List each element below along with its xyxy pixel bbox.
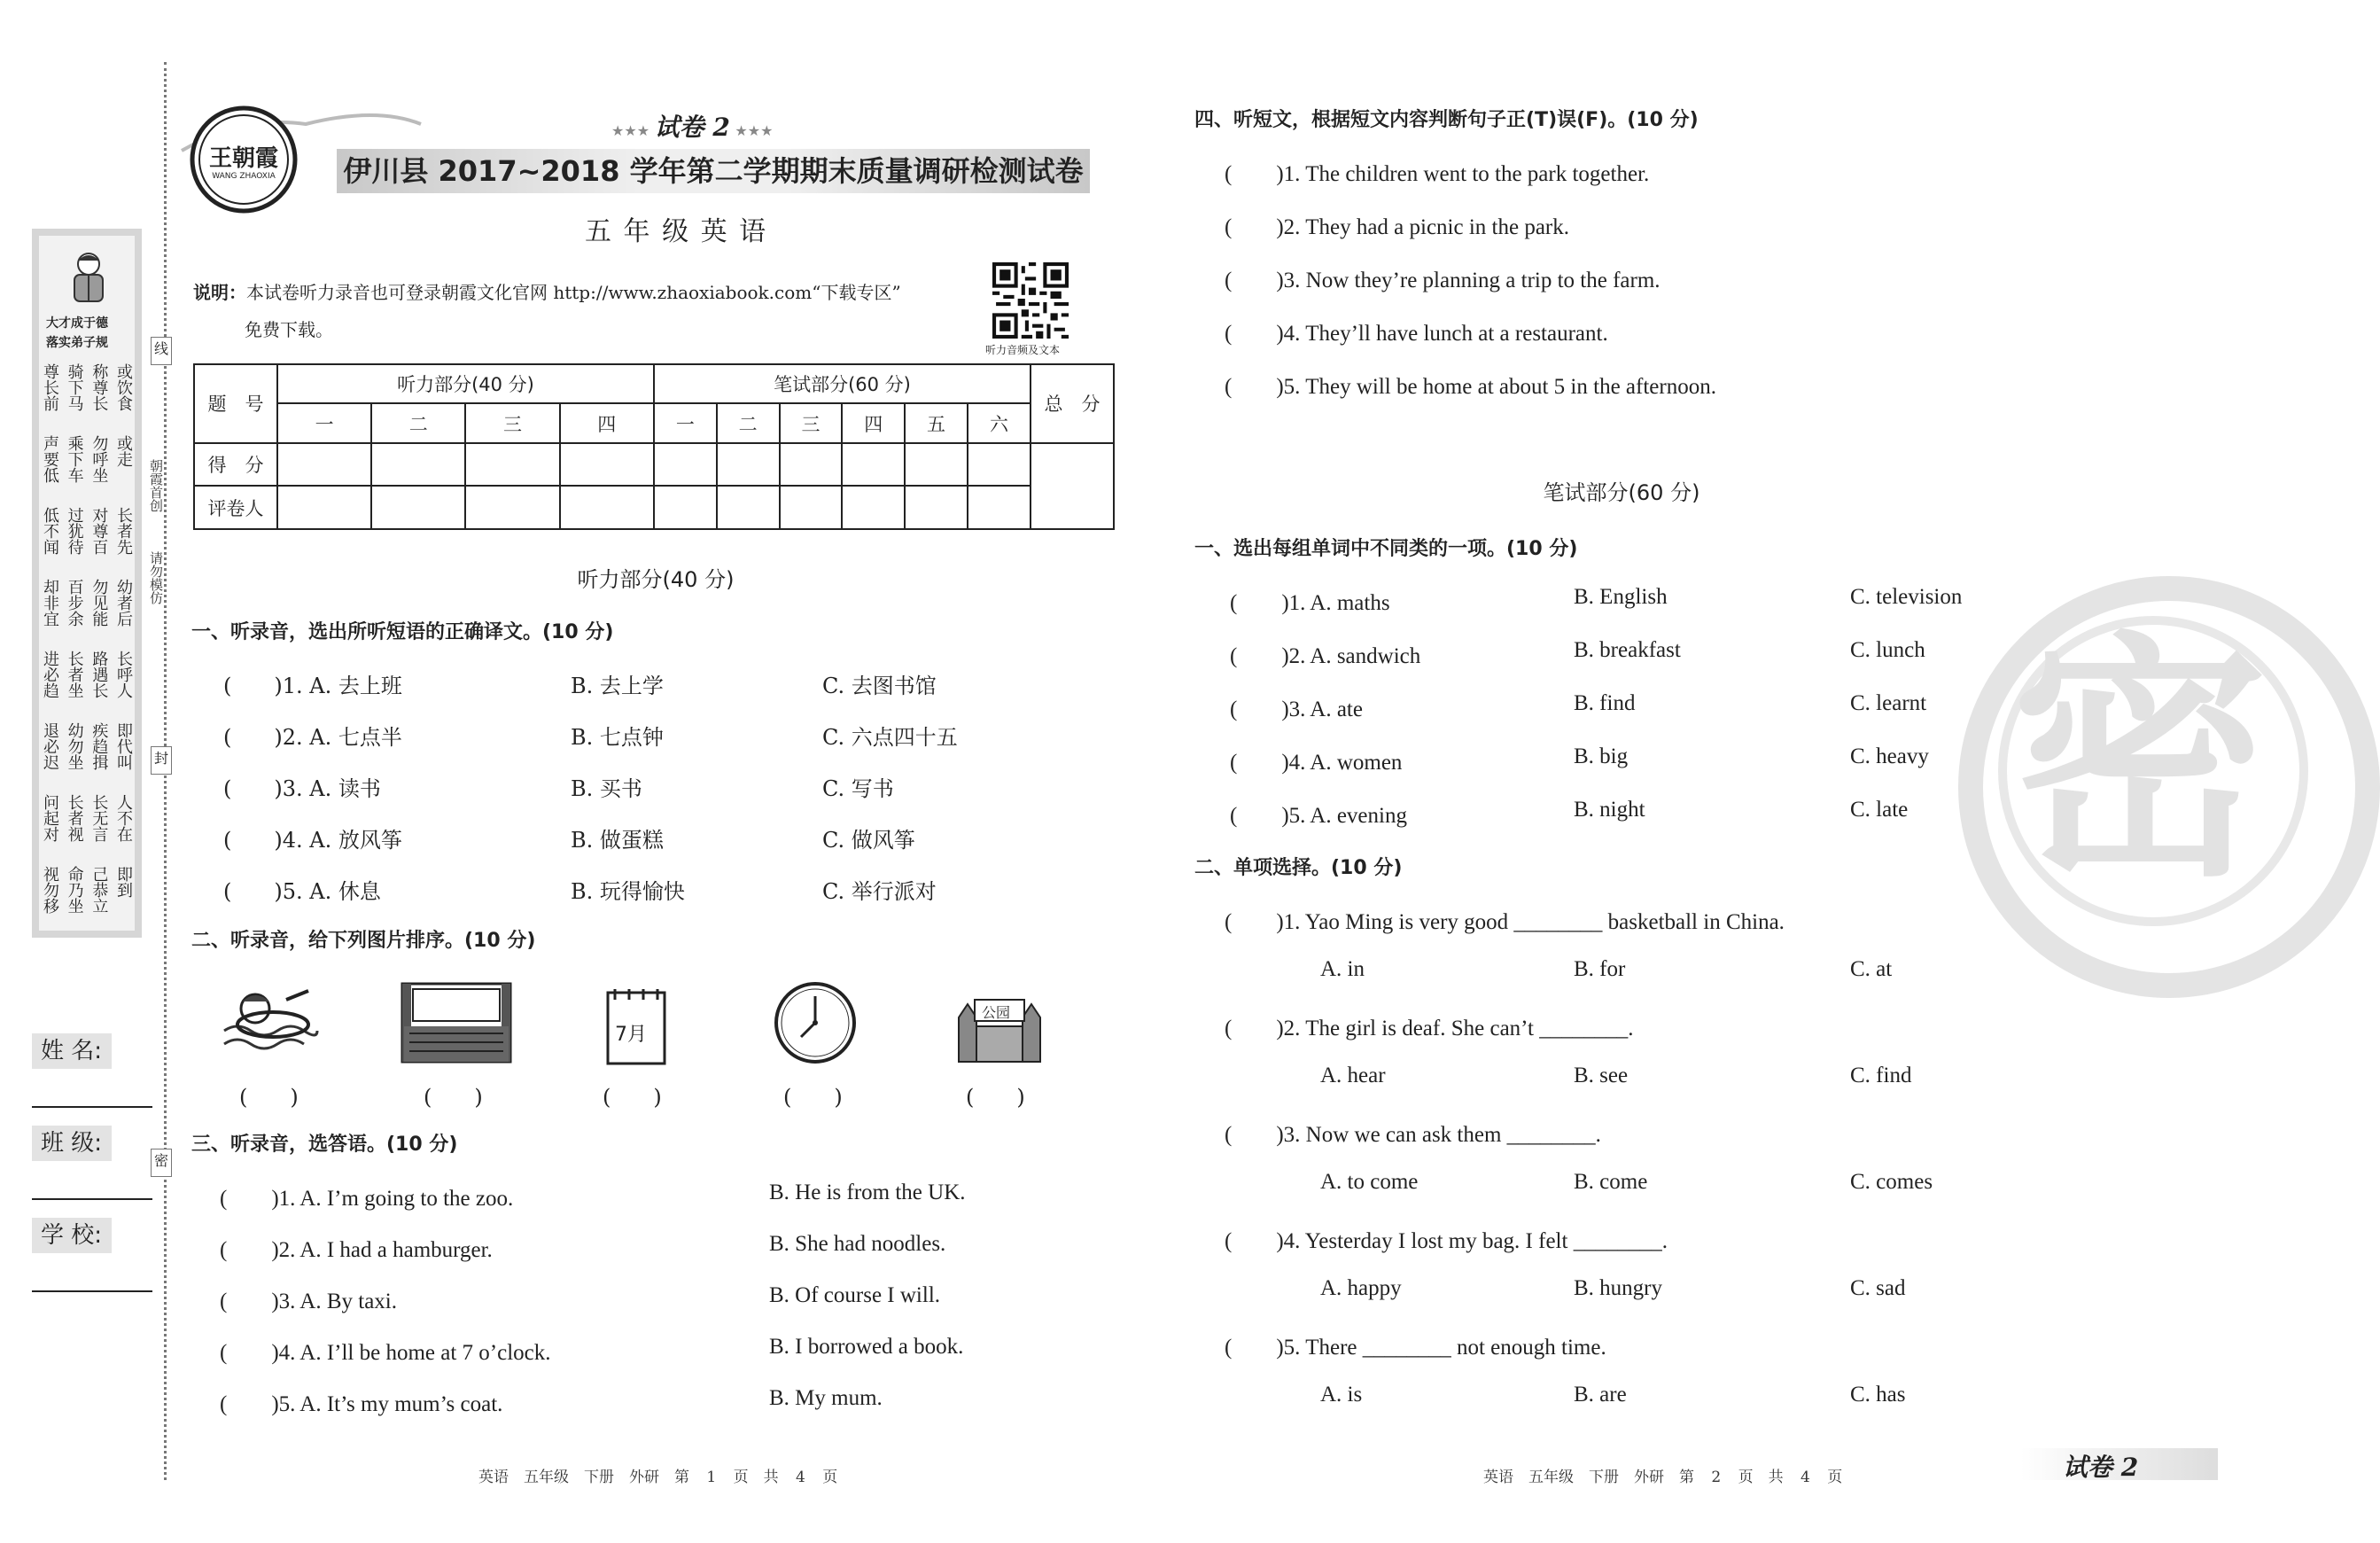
- calendar-icon: [603, 987, 670, 1069]
- pic-answer-1[interactable]: ( ): [239, 1085, 299, 1110]
- school-field[interactable]: [32, 1290, 152, 1292]
- l3-option-a[interactable]: ( )4. A. I’ll be home at 7 o’clock.: [220, 1341, 551, 1365]
- logo-text: 王朝霞: [208, 145, 278, 172]
- vertical-note-1: 朝霞首创: [148, 459, 164, 512]
- w1-option-a[interactable]: ( )5. A. evening: [1230, 804, 1407, 828]
- cell-l4: 四: [560, 403, 654, 442]
- w1-option-c[interactable]: C. television: [1850, 585, 1963, 609]
- l4-statement[interactable]: ( )2. They had a picnic in the park.: [1225, 215, 1570, 239]
- w2-option-c[interactable]: C. sad: [1850, 1276, 1906, 1300]
- park-icon: [950, 982, 1049, 1064]
- l3-option-a[interactable]: ( )5. A. It’s my mum’s coat.: [220, 1392, 503, 1416]
- cell-writing: 笔试部分(60 分): [654, 364, 1031, 403]
- w1-option-b[interactable]: B. night: [1574, 798, 1645, 822]
- cell-w4: 四: [842, 403, 905, 442]
- motto-phrase: 长者坐: [65, 651, 84, 698]
- w1-option-c[interactable]: C. heavy: [1850, 744, 1929, 768]
- motto-phrase: 即到: [113, 866, 133, 898]
- l1-option-a[interactable]: ( )5. A. 休息: [223, 879, 381, 904]
- motto-phrase: 长无言: [89, 794, 109, 842]
- cell-listening: 听力部分(40 分): [277, 364, 654, 403]
- l1-option-c[interactable]: C. 写书: [822, 776, 894, 801]
- l4-statement[interactable]: ( )5. They will be home at about 5 in the afternoon.: [1225, 375, 1716, 399]
- qr-caption: 听力音频及文本: [985, 344, 1061, 356]
- l3-option-b[interactable]: B. My mum.: [769, 1386, 883, 1410]
- w1-option-c[interactable]: C. lunch: [1850, 638, 1925, 662]
- l1-option-b[interactable]: B. 七点钟: [571, 725, 664, 750]
- l-s1-heading: 一、听录音，选出所听短语的正确译文。(10 分): [191, 621, 614, 643]
- motto-block: [41, 435, 133, 492]
- l4-statement[interactable]: ( )3. Now they’re planning a trip to the farm.: [1225, 269, 1661, 292]
- motto-phrase: 即代叫: [113, 722, 133, 770]
- cell-l2: 二: [371, 403, 465, 442]
- l1-option-c[interactable]: C. 做风筝: [822, 828, 915, 853]
- l3-option-b[interactable]: B. She had noodles.: [769, 1232, 946, 1256]
- motto-block: [41, 507, 133, 564]
- l3-option-b[interactable]: B. He is from the UK.: [769, 1181, 966, 1204]
- motto-phrase: 却非宜: [41, 579, 59, 627]
- calendar-label: 7月: [615, 1024, 647, 1046]
- footer-right: 英语 五年级 下册 外研 第 2 页 共 4 页: [1483, 1469, 1843, 1486]
- motto-phrase: 疾趋揖: [89, 722, 109, 770]
- w2-option-a[interactable]: A. happy: [1320, 1276, 1402, 1300]
- cell-l3: 三: [465, 403, 559, 442]
- class-field[interactable]: [32, 1198, 152, 1200]
- w2-option-c[interactable]: C. at: [1850, 957, 1893, 981]
- motto-phrase: 进必趋: [41, 651, 59, 698]
- motto-phrase: 尊长前: [41, 363, 59, 411]
- w2-option-a[interactable]: A. is: [1320, 1383, 1363, 1407]
- l1-option-a[interactable]: ( )3. A. 读书: [223, 776, 381, 801]
- motto-phrase: 路遇长: [89, 651, 109, 698]
- w2-question: ( )4. Yesterday I lost my bag. I felt ________.: [1225, 1229, 1668, 1253]
- cell-total: 总 分: [1031, 364, 1114, 443]
- w2-option-c[interactable]: C. has: [1850, 1383, 1906, 1407]
- class-label: 班 级:: [32, 1126, 112, 1161]
- w2-option-c[interactable]: C. comes: [1850, 1170, 1933, 1194]
- l1-option-c[interactable]: C. 六点四十五: [822, 725, 958, 750]
- motto-phrase: 己恭立: [89, 866, 109, 914]
- note-line: 说明：本试卷听力录音也可登录朝霞文化官网 http://www.zhaoxiabook.com“下载专区”: [193, 282, 901, 303]
- motto-phrase: 退必迟: [41, 722, 59, 770]
- motto-phrase: 视勿移: [41, 866, 59, 914]
- l1-option-c[interactable]: C. 举行派对: [822, 879, 937, 904]
- motto-phrase: 长呼人: [113, 651, 133, 698]
- motto-block: [41, 579, 133, 635]
- subject-title: 五 年 级 英 语: [585, 216, 768, 247]
- name-field[interactable]: [32, 1106, 152, 1108]
- motto-phrase: 或走: [113, 435, 133, 467]
- pic-answer-3[interactable]: ( ): [603, 1085, 662, 1110]
- pic-answer-5[interactable]: ( ): [966, 1085, 1025, 1110]
- seal-text: 密: [2011, 612, 2268, 911]
- logo-subtext: WANG ZHAOXIA: [212, 172, 276, 181]
- w2-option-b[interactable]: B. see: [1574, 1064, 1629, 1087]
- motto-phrase: 低不闻: [41, 507, 59, 555]
- motto-phrase: 称尊长: [89, 363, 109, 411]
- motto-phrase: 命乃坐: [65, 866, 84, 914]
- mark-feng: 封: [151, 746, 172, 775]
- l-s4-heading: 四、听短文，根据短文内容判断句子正(T)误(F)。(10 分): [1194, 109, 1699, 131]
- motto-columns: [41, 363, 133, 938]
- w1-option-a[interactable]: ( )2. A. sandwich: [1230, 644, 1421, 668]
- cell-w6: 六: [968, 403, 1031, 442]
- motto-block: [41, 794, 133, 851]
- vertical-note-2: 请勿模仿: [148, 551, 164, 604]
- motto-top: 大才成于德: [46, 316, 108, 331]
- l-s2-heading: 二、听录音，给下列图片排序。(10 分): [191, 930, 536, 952]
- motto-phrase: 问起对: [41, 794, 59, 842]
- l1-option-c[interactable]: C. 去图书馆: [822, 674, 937, 698]
- w2-option-b[interactable]: B. are: [1574, 1383, 1627, 1407]
- note-line-2: 免费下载。: [245, 319, 333, 340]
- w2-question: ( )1. Yao Ming is very good ________ basketball in China.: [1225, 910, 1785, 934]
- l1-option-a[interactable]: ( )4. A. 放风筝: [223, 828, 402, 853]
- w1-option-c[interactable]: C. learnt: [1850, 691, 1927, 715]
- cell-w3: 三: [780, 403, 843, 442]
- total-score-cell: [1031, 443, 1114, 529]
- listening-title: 听力部分(40 分): [577, 567, 735, 592]
- motto-phrase: 或饮食: [113, 363, 133, 411]
- w2-option-c[interactable]: C. find: [1850, 1064, 1912, 1087]
- cell-question: 题 号: [194, 364, 277, 443]
- mark-xian: 线: [151, 337, 172, 365]
- w-s2-heading: 二、单项选择。(10 分): [1194, 857, 1403, 879]
- mark-mi: 密: [151, 1149, 172, 1177]
- l1-option-b[interactable]: B. 玩得愉快: [571, 879, 685, 904]
- w1-option-a[interactable]: ( )3. A. ate: [1230, 697, 1363, 721]
- motto-phrase: 勿见能: [89, 579, 109, 627]
- motto-phrase: 乘下车: [65, 435, 84, 483]
- motto-phrase: 长者先: [113, 507, 133, 555]
- motto-phrase: 百步余: [65, 579, 84, 627]
- motto-block: [41, 363, 133, 420]
- swimming-boy-icon: [220, 982, 319, 1064]
- w2-option-a[interactable]: A. hear: [1320, 1064, 1386, 1087]
- child-figure-icon: [64, 248, 113, 310]
- motto-phrase: 对尊百: [89, 507, 109, 555]
- w1-option-c[interactable]: C. late: [1850, 798, 1909, 822]
- l-s3-heading: 三、听录音，选答语。(10 分): [191, 1134, 458, 1156]
- cell-w1: 一: [654, 403, 717, 442]
- l3-option-b[interactable]: B. I borrowed a book.: [769, 1335, 964, 1359]
- motto-phrase: 声要低: [41, 435, 59, 483]
- exam-title: 伊川县 2017~2018 学年第二学期期末质量调研检测试卷: [337, 149, 1090, 193]
- motto-block: [41, 866, 133, 923]
- qr-code-icon[interactable]: [992, 262, 1069, 339]
- writing-title: 笔试部分(60 分): [1543, 480, 1700, 505]
- l1-option-a[interactable]: ( )1. A. 去上班: [223, 674, 402, 698]
- motto-block: [41, 722, 133, 779]
- clock-icon: [773, 980, 858, 1065]
- motto-phrase: 勿呼坐: [89, 435, 109, 483]
- park-label: 公园: [982, 1004, 1011, 1021]
- motto-phrase: 过犹待: [65, 507, 84, 555]
- motto-phrase: 骑下马: [65, 363, 84, 411]
- w2-option-b[interactable]: B. hungry: [1574, 1276, 1662, 1300]
- l4-statement[interactable]: ( )1. The children went to the park together.: [1225, 162, 1650, 186]
- w2-question: ( )5. There ________ not enough time.: [1225, 1336, 1606, 1360]
- w-s1-heading: 一、选出每组单词中不同类的一项。(10 分): [1194, 538, 1578, 560]
- cell-l1: 一: [277, 403, 371, 442]
- paper-tag: ★★★ 试卷 2 ★★★: [611, 113, 774, 142]
- cell-w5: 五: [905, 403, 968, 442]
- cell-w2: 二: [717, 403, 780, 442]
- pic-answer-4[interactable]: ( ): [783, 1085, 843, 1110]
- star-icon: ★★★: [729, 122, 774, 139]
- w1-option-b[interactable]: B. find: [1574, 691, 1636, 715]
- motto-block: [41, 651, 133, 707]
- motto-phrase: 幼者后: [113, 579, 133, 627]
- score-table: [193, 363, 1115, 530]
- w2-question: ( )2. The girl is deaf. She can’t ________.: [1225, 1017, 1634, 1040]
- w2-question: ( )3. Now we can ask them ________.: [1225, 1123, 1601, 1147]
- row-score-label: 得 分: [194, 443, 277, 487]
- row-grader-label: 评卷人: [194, 486, 277, 529]
- footer-left: 英语 五年级 下册 外研 第 1 页 共 4 页: [478, 1469, 838, 1486]
- w2-option-a[interactable]: A. to come: [1320, 1170, 1419, 1194]
- l1-option-a[interactable]: ( )2. A. 七点半: [223, 725, 402, 750]
- w1-option-a[interactable]: ( )4. A. women: [1230, 751, 1403, 775]
- w1-option-a[interactable]: ( )1. A. maths: [1230, 591, 1390, 615]
- w2-option-b[interactable]: B. come: [1574, 1170, 1648, 1194]
- name-label: 姓 名:: [32, 1033, 112, 1069]
- motto-phrase: 幼勿坐: [65, 722, 84, 770]
- l1-option-b[interactable]: B. 买书: [571, 776, 642, 801]
- l3-option-a[interactable]: ( )3. A. By taxi.: [220, 1290, 397, 1313]
- pic-answer-2[interactable]: ( ): [424, 1085, 483, 1110]
- motto-bottom: 落实弟子规: [46, 336, 108, 350]
- motto-phrase: 长者视: [65, 794, 84, 842]
- motto-phrase: 人不在: [113, 794, 133, 842]
- w2-option-b[interactable]: B. for: [1574, 957, 1626, 981]
- footer-tag: 试卷 2: [2063, 1453, 2139, 1482]
- l1-option-b[interactable]: B. 去上学: [571, 674, 664, 698]
- l3-option-a[interactable]: ( )1. A. I’m going to the zoo.: [220, 1187, 514, 1211]
- school-label: 学 校:: [32, 1218, 112, 1253]
- w1-option-b[interactable]: B. breakfast: [1574, 638, 1681, 662]
- w2-option-a[interactable]: A. in: [1320, 957, 1365, 981]
- l1-option-b[interactable]: B. 做蛋糕: [571, 828, 664, 853]
- l3-option-a[interactable]: ( )2. A. I had a hamburger.: [220, 1238, 493, 1262]
- star-icon: ★★★: [611, 122, 655, 139]
- cinema-icon: [401, 982, 512, 1064]
- w1-option-b[interactable]: B. English: [1574, 585, 1668, 609]
- l3-option-b[interactable]: B. Of course I will.: [769, 1283, 941, 1307]
- w1-option-b[interactable]: B. big: [1574, 744, 1629, 768]
- l4-statement[interactable]: ( )4. They’ll have lunch at a restaurant.: [1225, 322, 1608, 346]
